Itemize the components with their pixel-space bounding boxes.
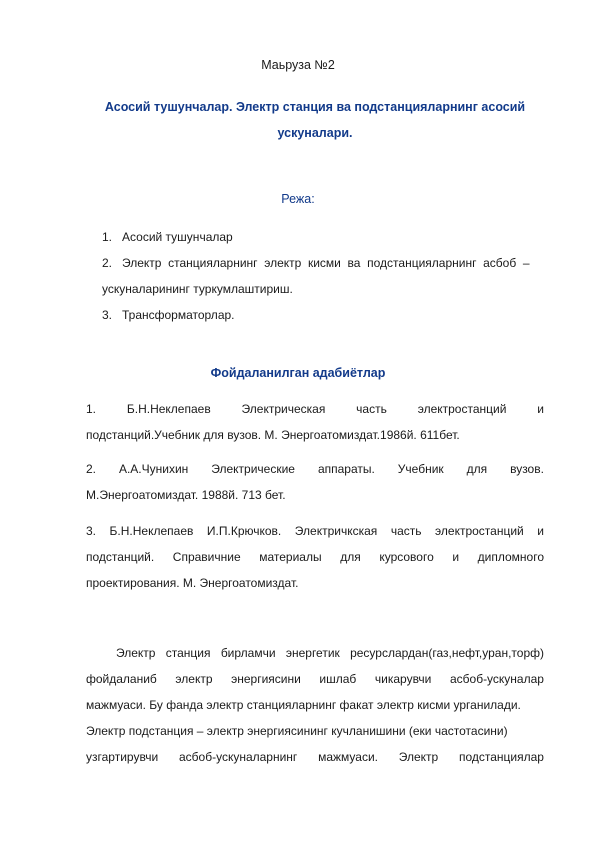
plan-item-number: 3. — [102, 308, 113, 322]
paragraph-word: ресурслардан(газ,нефт,уран,торф) — [350, 646, 544, 660]
plan-item — [102, 224, 550, 250]
reference-word: электростанций — [417, 402, 507, 416]
reference-word: для — [466, 462, 488, 476]
reference-word: 2. — [86, 462, 97, 476]
paragraph-word: ишлаб — [319, 672, 357, 686]
reference-word: Электричкская — [294, 524, 378, 538]
reference-word: часть — [390, 524, 422, 538]
paragraph-word: подстанциялар — [458, 750, 544, 764]
body-paragraph — [86, 640, 544, 770]
document-title — [86, 94, 544, 146]
plan-item-text-continued: ускуналарининг туркумлаштириш. — [102, 282, 293, 296]
reference-item — [86, 396, 544, 448]
reference-word: курсового — [379, 550, 434, 564]
reference-word: материалы — [259, 550, 322, 564]
paragraph-word: чикарувчи — [374, 672, 432, 686]
reference-line — [86, 456, 544, 482]
paragraph-word: электр — [175, 672, 213, 686]
reference-line — [86, 396, 544, 422]
title-line-1: Асосий тушунчалар. Электр станция ва подстанцияларнинг асосий — [104, 100, 526, 114]
paragraph-line: Электр подстанция – электр энергиясининг кучланишини (еки частотасини) — [86, 724, 508, 738]
paragraph-word: энергетик — [285, 646, 340, 660]
reference-word: Б.Н.Неклепаев — [109, 524, 194, 538]
paragraph-word: Электр — [116, 646, 156, 660]
plan-list — [102, 224, 550, 328]
paragraph-word: асбоб-ускуналар — [449, 672, 544, 686]
paragraph-word: Электр — [398, 750, 439, 764]
plan-item-text: Трансформаторлар. — [122, 308, 235, 322]
reference-word: 1. — [86, 402, 97, 416]
reference-word: и — [452, 550, 460, 564]
paragraph-word: бирламчи — [220, 646, 276, 660]
paragraph-word: энергиясини — [231, 672, 301, 686]
title-line-2: ускуналари. — [277, 126, 353, 140]
plan-item — [102, 250, 550, 302]
reference-word: Б.Н.Неклепаев — [126, 402, 211, 416]
reference-line: подстанций.Учебник для вузов. М. Энергоатомиздат.1986й. 611бет. — [86, 428, 460, 442]
paragraph-line: мажмуаси. Бу фанда электр станцияларнинг факат электр кисми урганилади. — [86, 698, 521, 712]
paragraph-line — [86, 744, 544, 770]
reference-word: часть — [356, 402, 387, 416]
reference-word: и — [537, 524, 544, 538]
reference-line — [86, 518, 544, 544]
paragraph-word: станция — [165, 646, 211, 660]
reference-item — [86, 456, 544, 508]
reference-line: проектирования. М. Энергоатомиздат. — [86, 576, 299, 590]
plan-item — [102, 302, 550, 328]
plan-item-number: 2. — [102, 256, 113, 270]
reference-word: электростанций — [435, 524, 524, 538]
reference-word: для — [340, 550, 361, 564]
plan-heading: Режа: — [281, 192, 315, 206]
plan-item-number: 1. — [102, 230, 113, 244]
reference-word: 3. — [86, 524, 97, 538]
reference-word: вузов. — [510, 462, 544, 476]
references-heading: Фойдаланилган адабиётлар — [210, 366, 386, 380]
paragraph-word: асбоб-ускуналарнинг — [178, 750, 298, 764]
reference-word: и — [537, 402, 544, 416]
plan-item-text: Электр станцияларнинг электр кисми ва подстанцияларнинг асбоб – — [122, 256, 530, 270]
reference-line: М.Энергоатомиздат. 1988й. 713 бет. — [86, 488, 286, 502]
paragraph-line — [86, 666, 544, 692]
reference-word: Учебник — [397, 462, 444, 476]
reference-word: Электрическая — [241, 402, 326, 416]
paragraph-line — [86, 640, 544, 666]
reference-word: А.А.Чунихин — [118, 462, 189, 476]
reference-word: дипломного — [477, 550, 544, 564]
paragraph-word: фойдаланиб — [86, 672, 157, 686]
reference-line — [86, 544, 544, 570]
lecture-number: Маьруза №2 — [261, 58, 335, 72]
reference-word: Справичние — [172, 550, 241, 564]
reference-word: Электрические — [211, 462, 295, 476]
reference-word: подстанций. — [86, 550, 155, 564]
reference-word: аппараты. — [317, 462, 375, 476]
plan-item-text: Асосий тушунчалар — [122, 230, 233, 244]
reference-item — [86, 518, 544, 596]
paragraph-word: мажмуаси. — [318, 750, 378, 764]
reference-word: И.П.Крючков. — [206, 524, 282, 538]
paragraph-word: узгартирувчи — [86, 750, 159, 764]
